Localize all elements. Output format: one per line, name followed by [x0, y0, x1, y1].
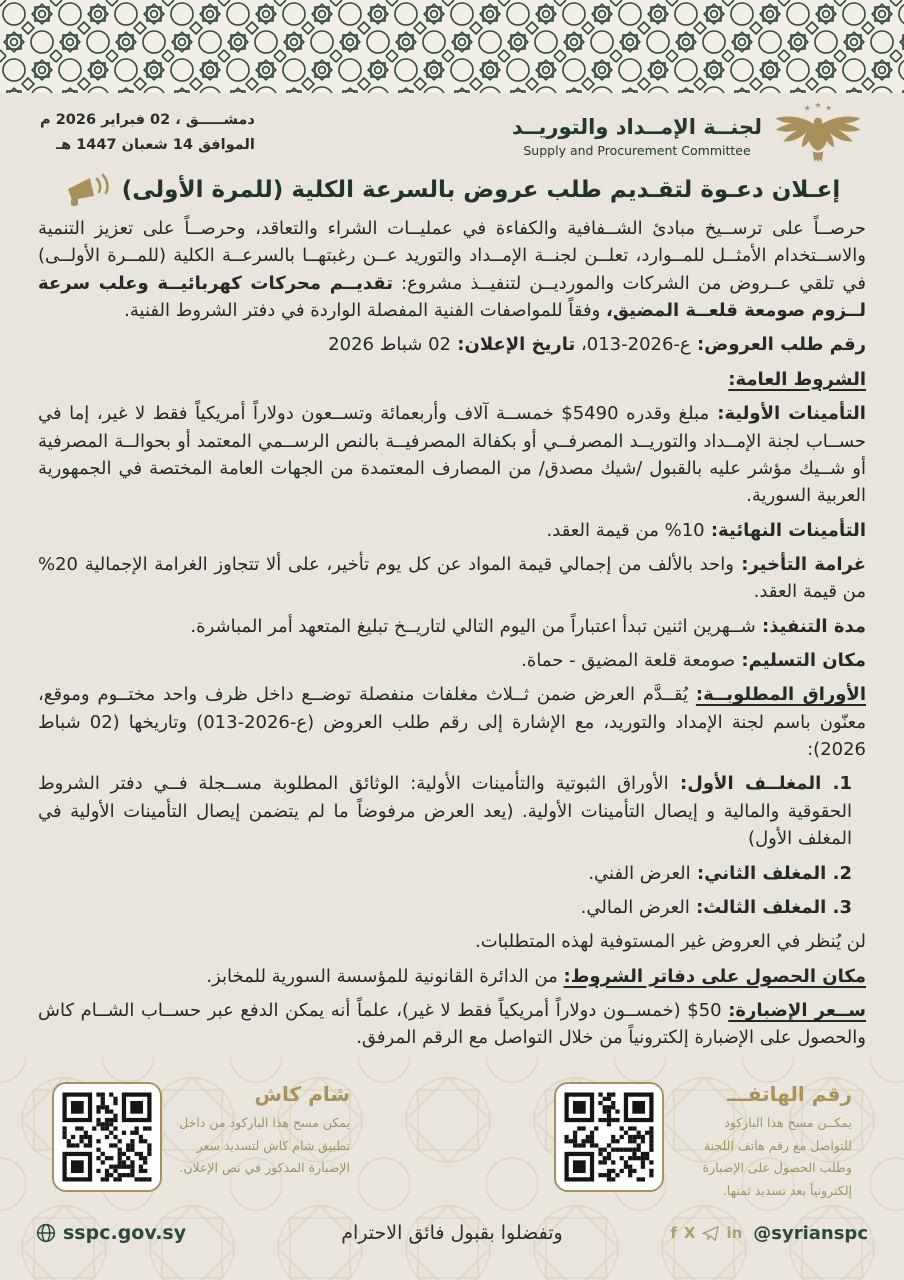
required-documents: الأوراق المطلوبــة: يُقــدَّم العرض ضمن ثــلاث مغلفات منفصلة توضــع داخل ظرف واحد مختــوم وموقع، معنّون باسم لجنة الإمداد والتوريد، مع الإشارة إلى رقم طلب العروض (013-ع-2026) وتاريخها (02 شباط 2026):	[38, 684, 866, 761]
bottom-bar	[36, 1222, 868, 1244]
facebook-icon[interactable]: f	[670, 1223, 677, 1242]
svg-text:★: ★	[803, 103, 811, 113]
shamcash-block-description: يمكن مسح هذا الباركود من داخل تطبيق شام كاش لتسديد سعر الإضبارة المذكور في نص الإعلان.	[179, 1115, 350, 1175]
gregorian-date: دمشـــــق ، 02 فبراير 2026 م	[40, 112, 255, 128]
initial-guarantee: التأمينات الأولية: مبلغ وقدره $5490 خمســة آلاف وأربعمائة وتســعون دولاراً أمريكياً فقط لا غير، إما في حســاب لجنة الإمــداد والتوريــد المصرفــي أو بكفالة المصرفيــة بالنص الرســمي المعتمد أو بحوالــة المصرفية أو شــيك مؤشر عليه بالقبول /شيك مصدق/ من المصارف المعتمدة من الجهات العامة المختصة في الجمهورية العربية السورية.	[38, 403, 866, 507]
intro-paragraph: حرصــاً على ترســيخ مبادئ الشــفافية والكفاءة في عمليــات الشراء والتعاقد، وحرصــاً على تعزيز التنمية والاســتخدام الأمثــل للمــوارد، تعلــن لجنــة الإمــداد والتوريد عــن رغبتهــا بالسرعــة الكلية (للمــرة الأولــى) في تلقي عــروض من الشركات والمورديــن لتنفيــذ مشروع: تقديــم محركات كهربائيــة وعلب سرعة لــزوم صومعة قلعــة المضيق، وفقاً للمواصفات الفنية المفصلة الواردة في دفتر الشروط الفنية.	[38, 218, 866, 322]
phone-block-heading: رقم الهاتفـــ	[727, 1082, 852, 1106]
geometric-pattern	[0, 0, 904, 93]
linkedin-icon[interactable]: in	[726, 1223, 743, 1242]
compliment-text: وتفضلوا بقبول فائق الاحترام	[341, 1222, 563, 1244]
eagle-logo	[772, 100, 864, 172]
delay-penalty: غرامة التأخير: واحد بالألف من إجمالي قيمة المواد عن كل يوم تأخير، على ألا تتجاوز الغرامة الإجمالية 20% من قيمة العقد.	[38, 553, 866, 603]
announcement-title: إعـلان دعـوة لتقـديم طلب عروض بالسرعة الكلية (للمرة الأولى)	[121, 177, 841, 203]
title-row	[0, 172, 904, 208]
delivery-place: مكان التسليم: صومعة قلعة المضيق - حماة.	[521, 650, 866, 672]
date-block	[40, 108, 255, 159]
general-terms-heading: الشروط العامة:	[728, 368, 866, 390]
social-links	[648, 1223, 868, 1244]
social-handle[interactable]: @syrianspc	[753, 1222, 868, 1244]
shamcash-qr-code	[52, 1082, 162, 1192]
org-name-english: Supply and Procurement Committee	[523, 142, 751, 158]
website-link[interactable]	[36, 1222, 256, 1244]
svg-text:★: ★	[814, 100, 822, 110]
svg-text:★: ★	[825, 103, 833, 113]
org-name-arabic: لجنــة الإمــداد والتوريــد	[512, 115, 762, 140]
phone-qr-code	[554, 1082, 664, 1192]
envelope-2: 2. المغلف الثاني: العرض الفني.	[588, 862, 852, 884]
decorative-pattern-band	[0, 0, 904, 93]
hijri-date: الموافق 14 شعبان 1447 هـ	[56, 137, 255, 154]
rejection-note: لن يُنظر في العروض غير المستوفية لهذه المتطلبات.	[475, 931, 866, 953]
terms-books-place: مكان الحصول على دفاتر الشروط: من الدائرة القانونية للمؤسسة السورية للمخابز.	[206, 965, 866, 987]
request-number-line: رقم طلب العروض: 013-ع-2026، تاريخ الإعلان: 02 شباط 2026	[328, 334, 866, 356]
website-url[interactable]: sspc.gov.sy	[63, 1222, 187, 1244]
phone-block-description: يمكــن مسح هذا الباركود للتواصل مع رقم هاتف اللجنة وطلب الحصول على الإضبارة إلكترونياً بعد تسديد ثمنها.	[702, 1115, 852, 1198]
globe-icon	[36, 1223, 56, 1243]
footer	[0, 1056, 904, 1280]
telegram-icon[interactable]	[702, 1226, 719, 1241]
execution-period: مدة التنفيذ: شــهرين اثنين تبدأ اعتباراً من اليوم التالي لتاريــخ تبليغ المتعهد أمر المباشرة.	[190, 615, 866, 637]
x-icon[interactable]: X	[683, 1223, 696, 1242]
folder-price: ســعر الإضبارة: $50 (خمســون دولاراً أمريكياً فقط لا غير)، علماً أنه يمكن الدفع عبر حســاب الشــام كاش والحصول على الإضبارة إلكترونياً من خلال التواصل مع الرقم المرفق.	[38, 999, 866, 1049]
qr-row	[0, 1056, 904, 1202]
envelope-3: 3. المغلف الثالث: العرض المالي.	[580, 896, 852, 918]
shamcash-qr-block	[52, 1082, 350, 1202]
committee-brand	[512, 100, 864, 172]
shamcash-block-heading: شام كاش	[254, 1082, 350, 1106]
envelope-1: 1. المغلــف الأول: الأوراق الثبوتية والتأمينات الأولية: الوثائق المطلوبة مســجلة فــي دفتر الشروط الحقوقية والمالية و إيصال التأمينات الأولية. (يعد العرض مرفوضاً ما لم يتضمن إيصال التأمينات الأولية في المغلف الأول)	[38, 773, 852, 850]
final-guarantee: التأمينات النهائية: 10% من قيمة العقد.	[546, 519, 866, 541]
phone-qr-block	[554, 1082, 852, 1202]
header	[40, 100, 864, 172]
megaphone-icon	[64, 172, 110, 208]
document-body	[38, 215, 866, 1053]
